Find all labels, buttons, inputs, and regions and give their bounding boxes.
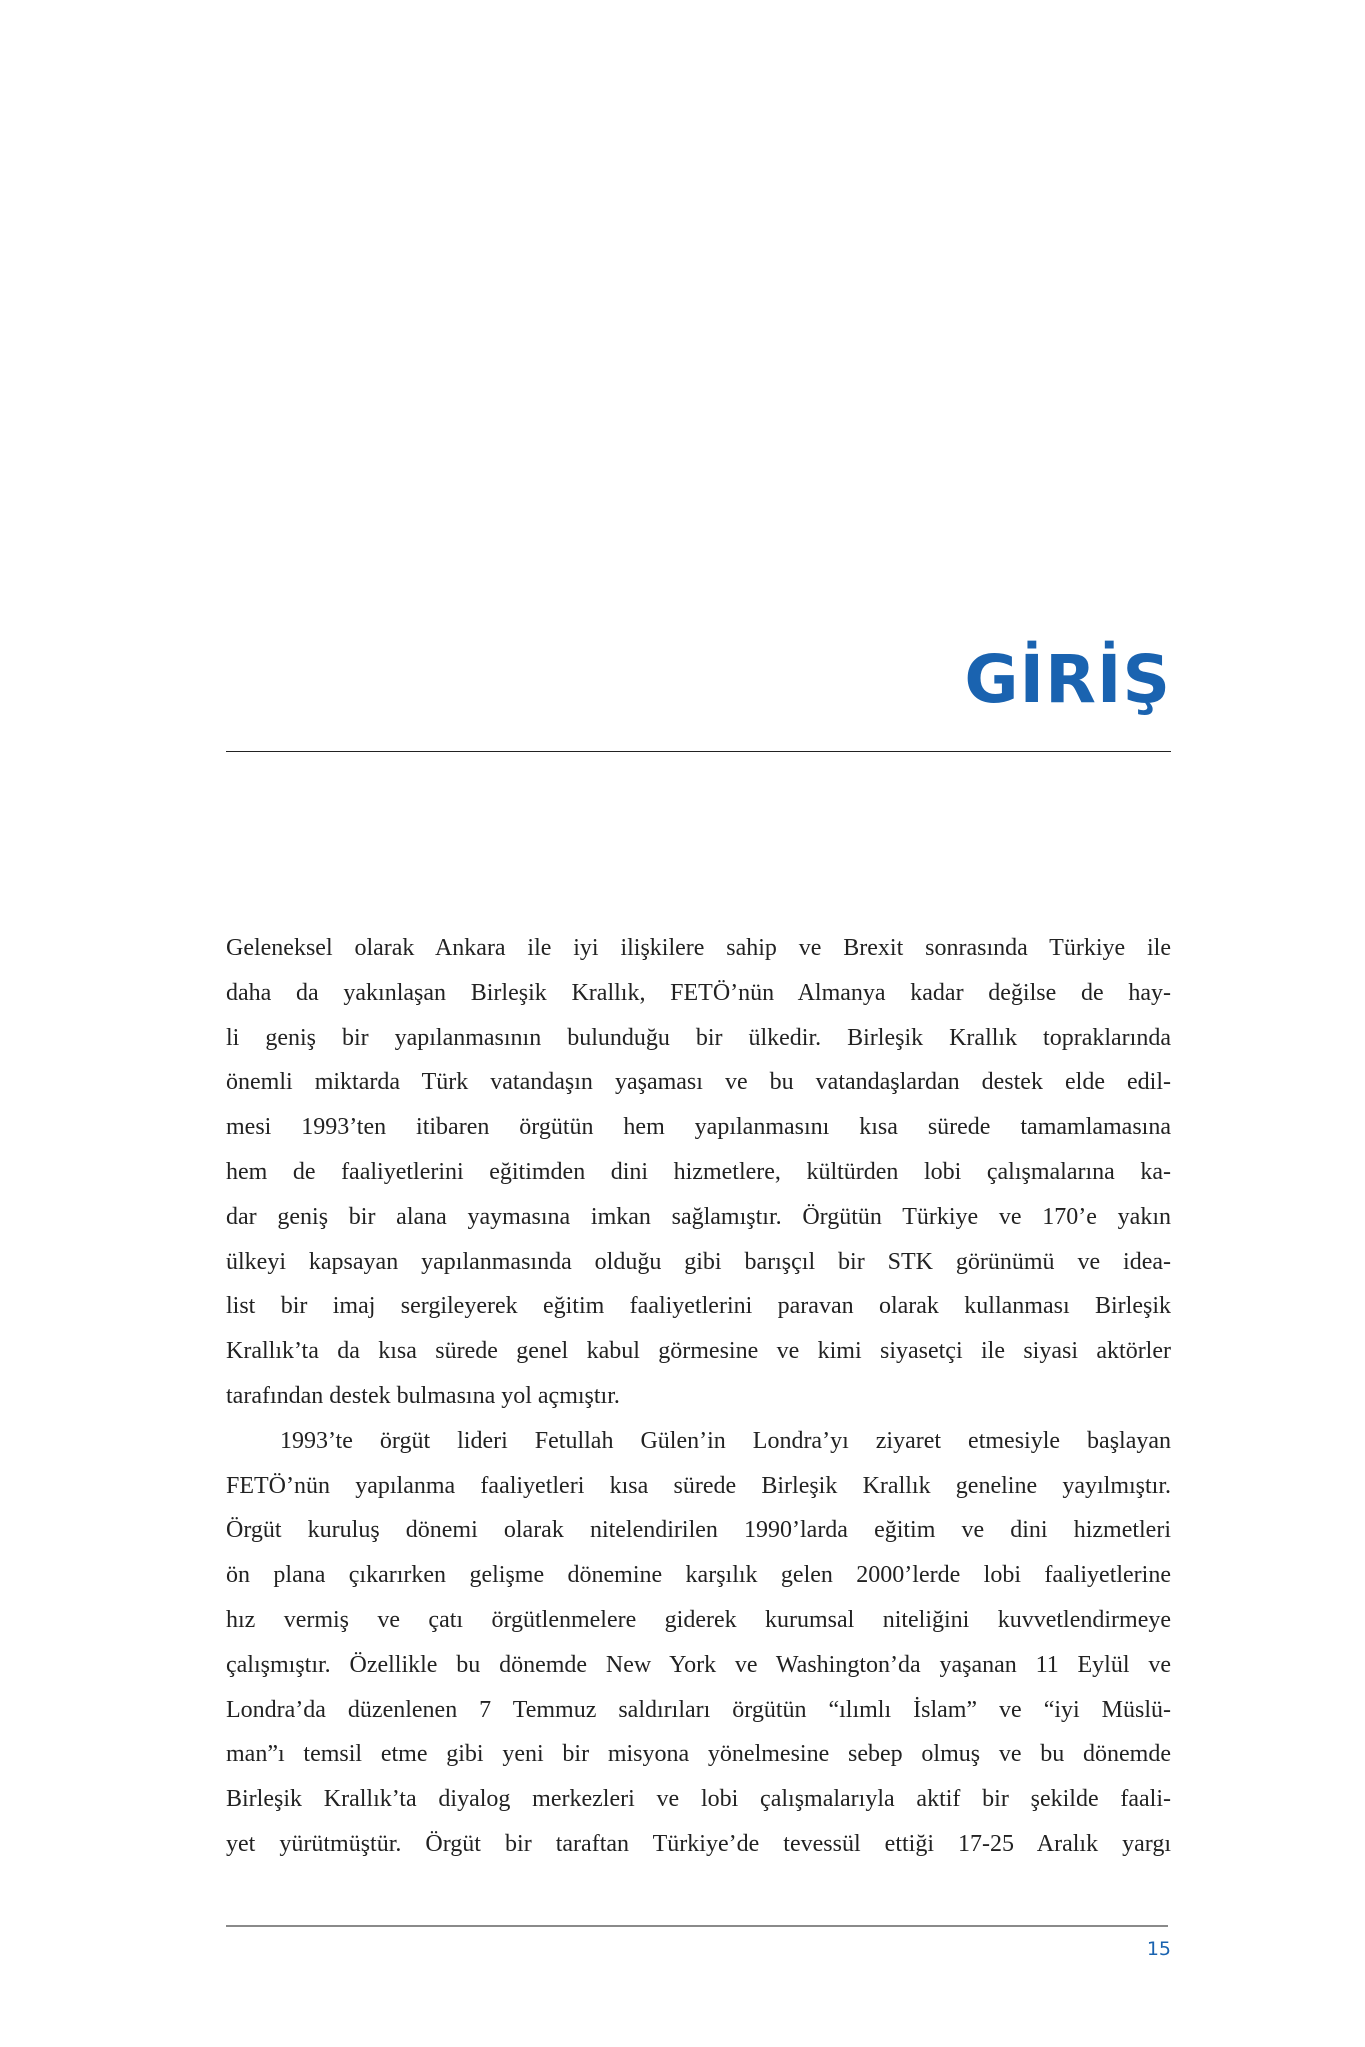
text-line: önemli miktarda Türk vatandaşın yaşaması ve bu vatandaşlardan destek elde edil- bbox=[226, 1069, 1171, 1096]
text-line: daha da yakınlaşan Birleşik Krallık, FETÖ’nün Almanya kadar değilse de hay- bbox=[226, 979, 1171, 1006]
chapter-title: GİRİŞ bbox=[964, 641, 1171, 718]
text-line: hız vermiş ve çatı örgütlenmelere giderek kurumsal niteliğini kuvvetlendirmeye bbox=[226, 1606, 1171, 1633]
text-line: 1993’te örgüt lideri Fetullah Gülen’in Londra’yı ziyaret etmesiyle başlayan bbox=[280, 1427, 1171, 1454]
page-number: 15 bbox=[1146, 1938, 1171, 1960]
footer-divider bbox=[226, 1925, 1168, 1927]
text-line: mesi 1993’ten itibaren örgütün hem yapılanmasını kısa sürede tamamlamasına bbox=[226, 1114, 1171, 1141]
text-line: ülkeyi kapsayan yapılanmasında olduğu gibi barışçıl bir STK görünümü ve idea- bbox=[226, 1248, 1171, 1275]
text-line: FETÖ’nün yapılanma faaliyetleri kısa sürede Birleşik Krallık geneline yayılmıştır. bbox=[226, 1472, 1171, 1499]
body-text bbox=[226, 926, 1171, 1867]
text-line: dar geniş bir alana yaymasına imkan sağlamıştır. Örgütün Türkiye ve 170’e yakın bbox=[226, 1203, 1171, 1230]
text-line: Örgüt kuruluş dönemi olarak nitelendirilen 1990’larda eğitim ve dini hizmetleri bbox=[226, 1517, 1171, 1544]
text-line: ön plana çıkarırken gelişme dönemine karşılık gelen 2000’lerde lobi faaliyetlerine bbox=[226, 1562, 1171, 1589]
text-line: yet yürütmüştür. Örgüt bir taraftan Türkiye’de tevessül ettiği 17-25 Aralık yargı bbox=[226, 1830, 1171, 1857]
title-divider bbox=[226, 751, 1171, 752]
text-line: tarafından destek bulmasına yol açmıştır. bbox=[226, 1382, 620, 1409]
text-line: Londra’da düzenlenen 7 Temmuz saldırıları örgütün “ılımlı İslam” ve “iyi Müslü- bbox=[226, 1696, 1171, 1723]
text-line: li geniş bir yapılanmasının bulunduğu bir ülkedir. Birleşik Krallık topraklarında bbox=[226, 1024, 1171, 1051]
text-line: Birleşik Krallık’ta diyalog merkezleri ve lobi çalışmalarıyla aktif bir şekilde faali- bbox=[226, 1786, 1171, 1813]
text-line: list bir imaj sergileyerek eğitim faaliyetlerini paravan olarak kullanması Birleşik bbox=[226, 1293, 1171, 1320]
text-line: Krallık’ta da kısa sürede genel kabul görmesine ve kimi siyasetçi ile siyasi aktörler bbox=[226, 1338, 1171, 1365]
paragraph-1 bbox=[226, 926, 1171, 1419]
text-line: man”ı temsil etme gibi yeni bir misyona yönelmesine sebep olmuş ve bu dönemde bbox=[226, 1741, 1171, 1768]
text-line: çalışmıştır. Özellikle bu dönemde New York ve Washington’da yaşanan 11 Eylül ve bbox=[226, 1651, 1171, 1678]
paragraph-2 bbox=[226, 1419, 1171, 1867]
text-line: hem de faaliyetlerini eğitimden dini hizmetlere, kültürden lobi çalışmalarına ka- bbox=[226, 1158, 1171, 1185]
text-line: Geleneksel olarak Ankara ile iyi ilişkilere sahip ve Brexit sonrasında Türkiye ile bbox=[226, 935, 1171, 961]
